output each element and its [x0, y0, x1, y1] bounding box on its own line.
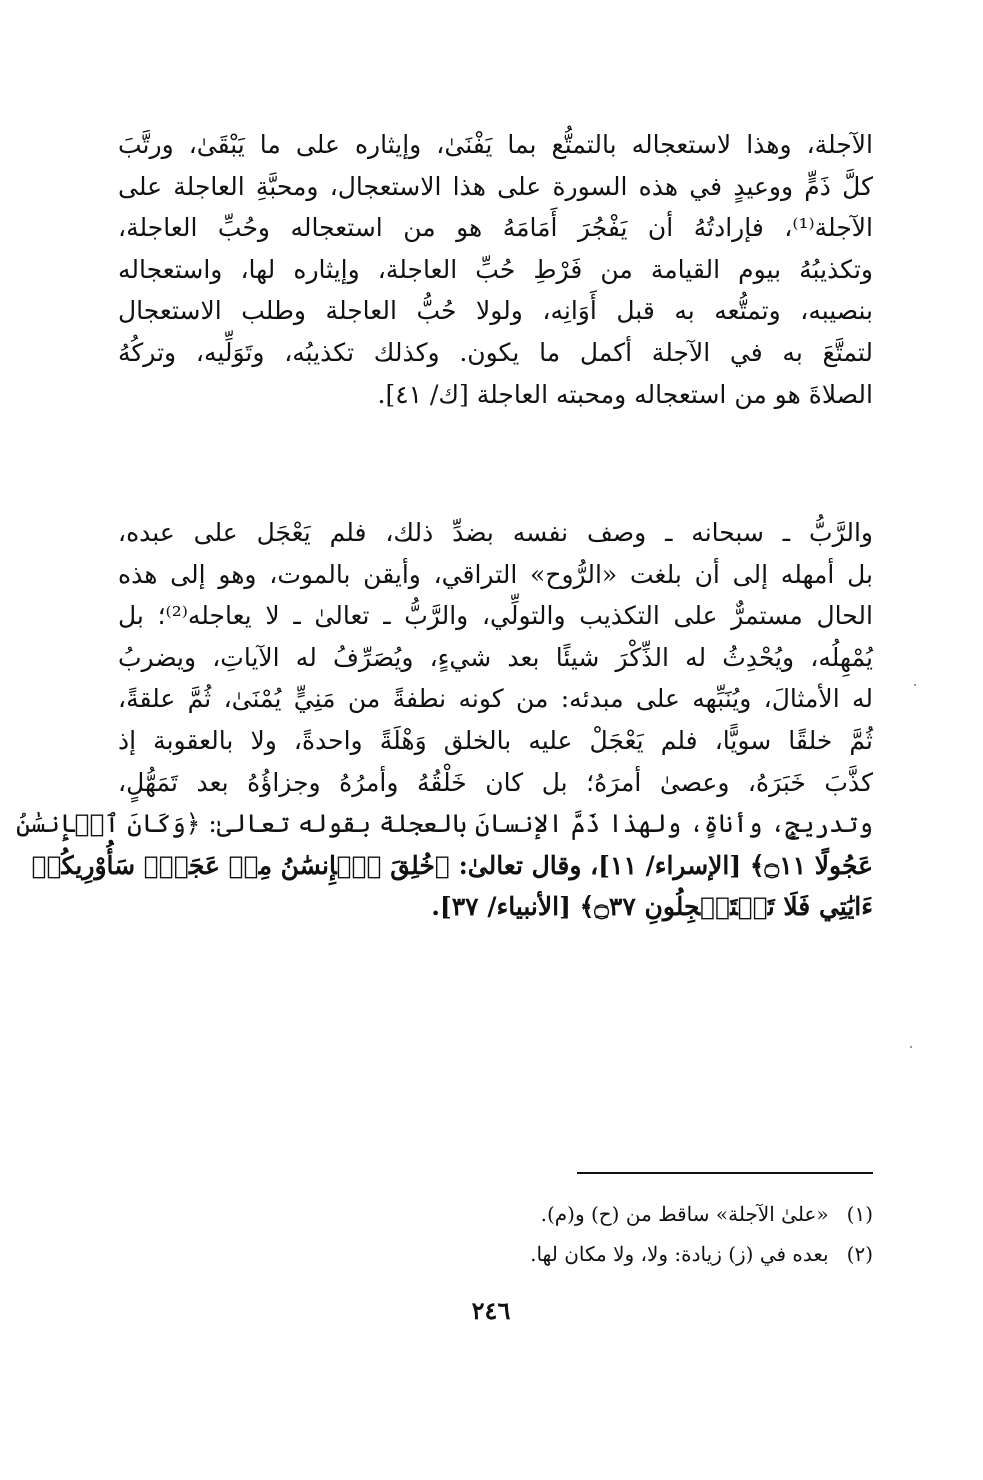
text-line: الحال مستمرٌّ على التكذيب والتولِّي، والرَّبُّ ـ تعالىٰ ـ لا يعاجله⁽²⁾؛ بل: [118, 601, 873, 631]
text-line: يُمْهِلُه، ويُحْدِثُ له الذِّكْرَ شيئًا بعد شيءٍ، ويُصَرِّفُ له الآياتِ، ويضربُ: [118, 642, 873, 672]
footnote-text: بعده في (ز) زيادة: ولا، ولا مكان لها.: [530, 1242, 829, 1266]
text-line: ثُمَّ خلقًا سويًّا، فلم يَعْجَلْ عليه بالخلق وَهْلَةً واحدةً، ولا بالعقوبة إذ: [118, 725, 873, 755]
footnotes: [400, 1194, 873, 1274]
text-line: الآجلة، وهذا لاستعجاله بالتمتُّع بما يَفْنَىٰ، وإيثاره على ما يَبْقَىٰ، ورتَّبَ: [118, 130, 873, 159]
page-number: ٢٤٦: [471, 1296, 511, 1325]
text-line: لتمتَّعَ به في الآجلة أكمل ما يكون. وكذلك تكذيبُه، وتَوَلِّيه، وتركُهُ: [118, 337, 873, 367]
footnote-2: [400, 1234, 873, 1274]
paragraph-1: [118, 124, 873, 415]
text-line: كذَّبَ خَبَرَهُ، وعصىٰ أمرَهُ؛ بل كان خَلْقُهُ وأمرُهُ وجزاؤُهُ بعد تَمَهُّلٍ،: [118, 767, 873, 797]
text-line: والرَّبُّ ـ سبحانه ـ وصف نفسه بضدِّ ذلك، فلم يَعْجَل على عبده،: [118, 518, 873, 547]
text-line: الآجلة⁽¹⁾، فإرادتُهُ أن يَفْجُرَ أَمَامَهُ هو من استعجاله وحُبِّ العاجلة،: [118, 213, 873, 243]
footnote-text: «علىٰ الآجلة» ساقط من (ح) و(م).: [540, 1202, 829, 1226]
footnote-1: [400, 1194, 873, 1234]
paragraph-2: [15, 512, 873, 928]
text-line: ءَايَٰتِي فَلَا تَسۡتَعۡجِلُونِ ۝٣٧﴾ [الأنبياء/ ٣٧].: [431, 892, 873, 922]
footnote-number: (٢): [846, 1242, 873, 1266]
text-line: الصلاةَ هو من استعجاله ومحبته العاجلة [ك/ ٤١].: [377, 379, 873, 409]
text-line: له الأمثالَ، ويُنَبِّهه على مبدئه: من كونه نطفةً من مَنِيٍّ يُمْنَىٰ، ثُمَّ علقةً،: [118, 684, 873, 714]
text-line: عَجُولًا ۝١١﴾ [الإسراء/ ١١]، وقال تعالىٰ: ﴿خُلِقَ ٱلۡإِنسَٰنُ مِنۡ عَجَلٖۚ سَأُوْرِيكُمۡ: [31, 850, 873, 880]
text-line: وتكذيبُهُ بيوم القيامة من فَرْطِ حُبِّ العاجلة، وإيثاره لها، واستعجاله: [118, 254, 873, 284]
text-line: بنصيبه، وتمتُّعه به قبل أَوَانِه، ولولا حُبُّ العاجلة وطلب الاستعجال: [118, 296, 873, 326]
text-line: كلَّ ذَمٍّ ووعيدٍ في هذه السورة على هذا الاستعجال، ومحبَّةِ العاجلة على: [118, 171, 873, 201]
scan-speck: [910, 1046, 912, 1048]
text-line: بل أمهله إلى أن بلغت «الرُّوح» التراقي، وأيقن بالموت، وهو إلى هذه: [118, 559, 873, 589]
footnote-divider: [577, 1172, 873, 1174]
text-line: وتدريجٍ، وأناةٍ، ولهذا ذَمَّ الإنسانَ بالعجلة بقوله تعالىٰ: ﴿وَكَانَ ٱلۡإِنسَٰنُ: [15, 809, 873, 839]
footnote-number: (١): [846, 1202, 873, 1226]
scan-speck: [914, 684, 916, 686]
